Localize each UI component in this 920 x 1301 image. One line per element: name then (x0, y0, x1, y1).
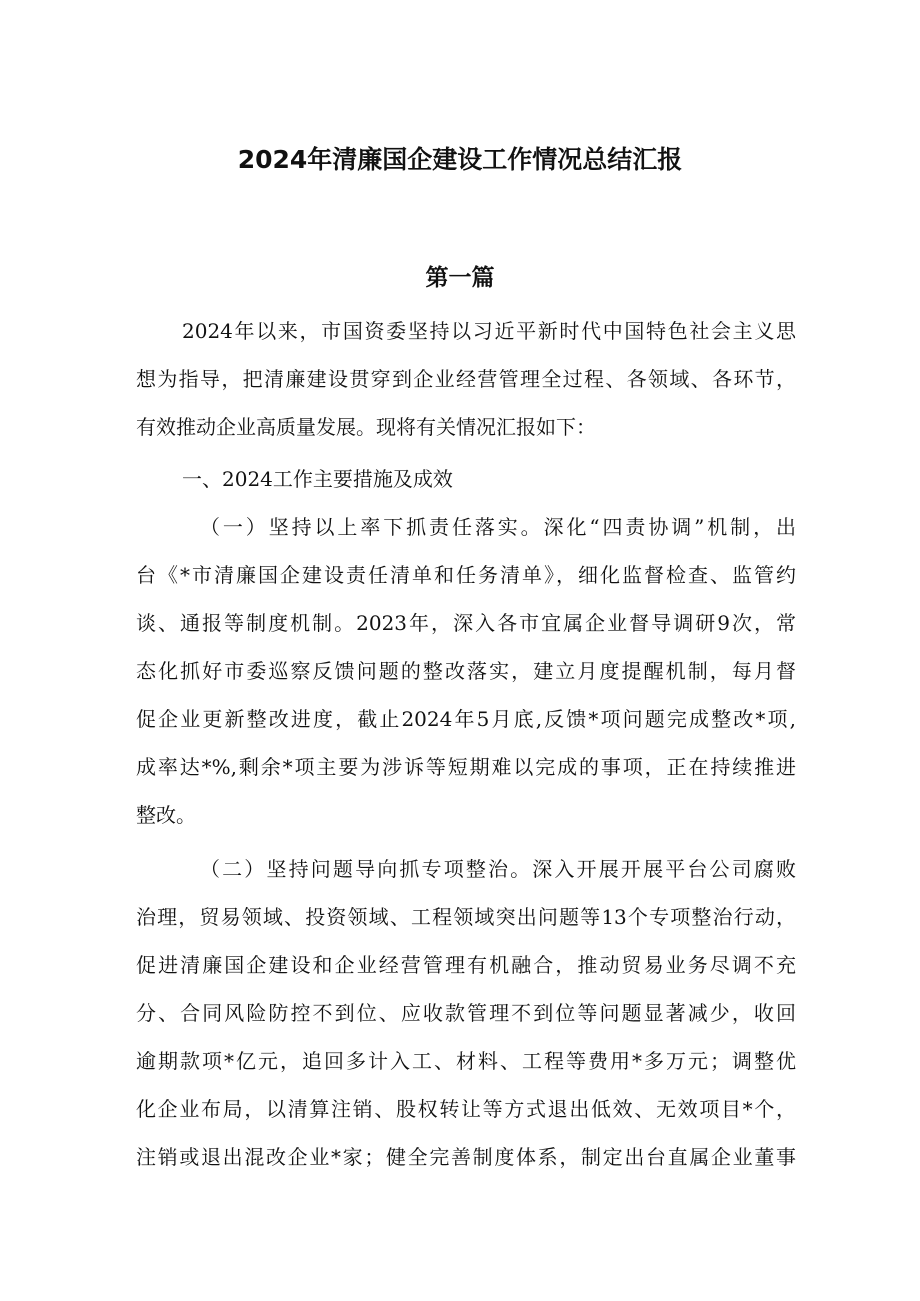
paragraph-line: 促进清廉国企建设和企业经营管理有机融合，推动贸易业务尽调不充 (136, 953, 796, 977)
paragraph-line: （二）坚持问题导向抓专项整治。深入开展开展平台公司腐败 (200, 857, 796, 881)
paragraph-line: 注销或退出混改企业*家；健全完善制度体系，制定出台直属企业董事 (136, 1145, 796, 1169)
section-heading: 第一篇 (425, 265, 495, 291)
paragraph-line: 逾期款项*亿元，追回多计入工、材料、工程等费用*多万元；调整优 (136, 1049, 796, 1073)
paragraph-line: 成率达*%,剩余*项主要为涉诉等短期难以完成的事项，正在持续推进 (136, 755, 796, 779)
paragraph-line: 治理，贸易领域、投资领域、工程领域突出问题等13个专项整治行动， (136, 905, 796, 929)
paragraph-line: 整改。 (136, 803, 196, 827)
paragraph-line: （一）坚持以上率下抓责任落实。深化“四责协调”机制，出 (200, 515, 796, 539)
paragraph-line: 促企业更新整改进度，截止2024年5月底,反馈*项问题完成整改*项, (136, 707, 796, 731)
paragraph-line: 2024年以来，市国资委坚持以习近平新时代中国特色社会主义思 (182, 319, 796, 343)
paragraph-line: 态化抓好市委巡察反馈问题的整改落实，建立月度提醒机制，每月督 (136, 659, 796, 683)
paragraph-line: 谈、通报等制度机制。2023年，深入各市宜属企业督导调研9次，常 (136, 611, 796, 635)
paragraph-line: 想为指导，把清廉建设贯穿到企业经营管理全过程、各领域、各环节， (136, 367, 796, 391)
paragraph-line: 台《*市清廉国企建设责任清单和任务清单》，细化监督检查、监管约 (136, 563, 796, 587)
document-title: 2024年清廉国企建设工作情况总结汇报 (237, 145, 683, 174)
section-heading-line: 一、2024工作主要措施及成效 (182, 467, 453, 491)
paragraph-line: 分、合同风险防控不到位、应收款管理不到位等问题显著减少，收回 (136, 1001, 796, 1025)
paragraph-line: 有效推动企业高质量发展。现将有关情况汇报如下： (136, 415, 596, 439)
paragraph-line: 化企业布局，以清算注销、股权转让等方式退出低效、无效项目*个， (136, 1097, 796, 1121)
